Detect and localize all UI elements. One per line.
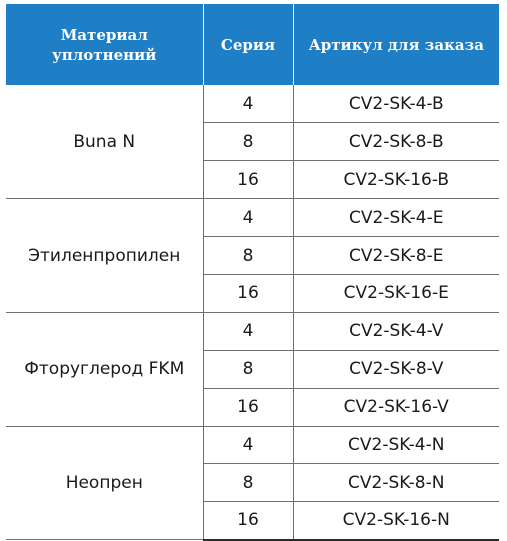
article-cell: CV2-SK-8-B (293, 123, 499, 161)
seal-order-table (6, 4, 499, 541)
article-cell: CV2-SK-4-E (293, 199, 499, 237)
article-cell: CV2-SK-8-N (293, 464, 499, 502)
series-cell: 4 (203, 199, 293, 237)
series-cell: 8 (203, 123, 293, 161)
series-cell: 4 (203, 426, 293, 464)
series-cell: 16 (203, 161, 293, 199)
article-cell: CV2-SK-16-V (293, 388, 499, 426)
series-cell: 8 (203, 350, 293, 388)
article-cell: CV2-SK-4-V (293, 312, 499, 350)
series-cell: 8 (203, 464, 293, 502)
header-material: Материал уплотнений (6, 4, 203, 85)
table-row (6, 85, 499, 123)
article-cell: CV2-SK-16-B (293, 161, 499, 199)
article-cell: CV2-SK-8-V (293, 350, 499, 388)
series-cell: 8 (203, 237, 293, 275)
material-cell: Фторуглерод FKM (6, 312, 203, 426)
header-row (6, 4, 499, 85)
table-row (6, 312, 499, 350)
seal-order-table-container (6, 4, 499, 541)
series-cell: 16 (203, 502, 293, 540)
series-cell: 16 (203, 274, 293, 312)
article-cell: CV2-SK-8-E (293, 237, 499, 275)
table-row (6, 426, 499, 464)
article-cell: CV2-SK-4-B (293, 85, 499, 123)
series-cell: 16 (203, 388, 293, 426)
material-cell: Buna N (6, 85, 203, 199)
article-cell: CV2-SK-16-N (293, 502, 499, 540)
article-cell: CV2-SK-4-N (293, 426, 499, 464)
material-cell: Неопрен (6, 426, 203, 540)
table-header (6, 4, 499, 85)
material-cell: Этиленпропилен (6, 199, 203, 313)
series-cell: 4 (203, 312, 293, 350)
header-series: Серия (203, 4, 293, 85)
article-cell: CV2-SK-16-E (293, 274, 499, 312)
header-article: Артикул для заказа (293, 4, 499, 85)
table-row (6, 199, 499, 237)
table-body (6, 85, 499, 540)
series-cell: 4 (203, 85, 293, 123)
